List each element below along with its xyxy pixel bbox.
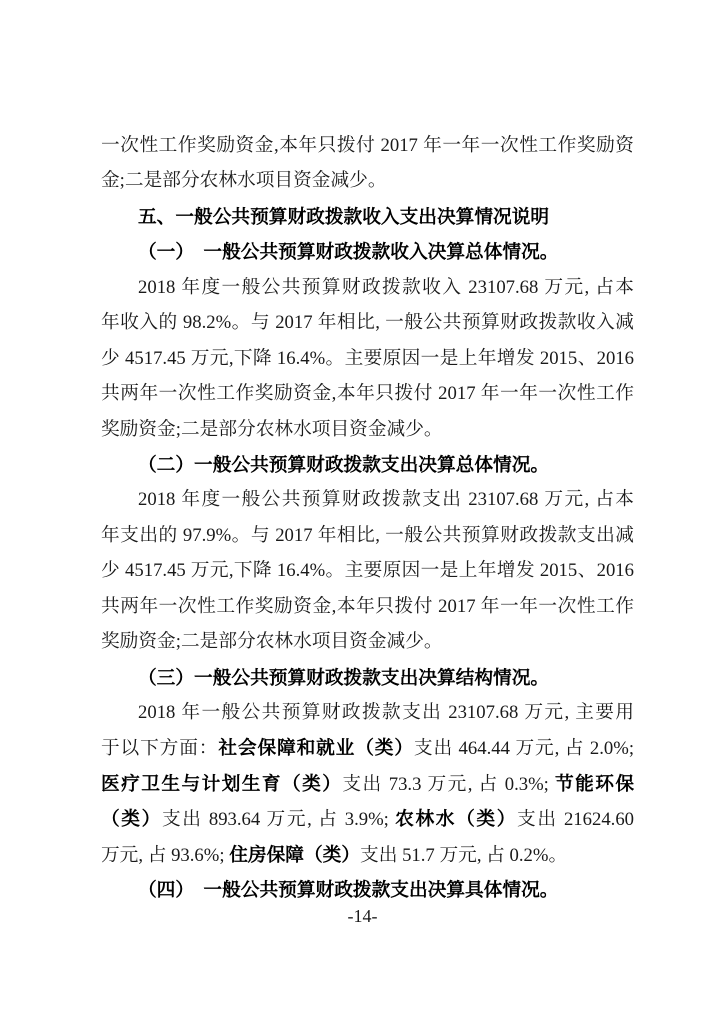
text-line	[101, 730, 634, 765]
text-segment: 万元, 占 93.6%;	[101, 844, 230, 866]
bold-text-segment: 医疗卫生与计划生育（类）	[101, 772, 343, 794]
text-segment: 支出 73.3 万元, 占 0.3%;	[342, 773, 555, 795]
text-line	[101, 766, 634, 801]
text-segment: 支出 21624.60	[517, 809, 634, 831]
text-segment: 少 4517.45 万元,下降 16.4%。主要原因一是上年增发 2015、2016	[101, 347, 634, 369]
text-line	[101, 624, 634, 659]
heading-line	[101, 660, 634, 695]
bold-text-segment: 社会保障和就业（类）	[218, 737, 414, 759]
text-segment: 支出 464.44 万元, 占 2.0%;	[413, 738, 634, 760]
heading-line	[101, 447, 634, 482]
text-line	[101, 412, 634, 447]
bold-text-segment: 节能环保	[554, 772, 634, 794]
page-number: -14-	[347, 906, 378, 926]
text-segment: 年收入的 98.2%。与 2017 年相比, 一般公共预算财政拨款收入减	[101, 312, 634, 334]
bold-text-segment: （二）一般公共预算财政拨款支出决算总体情况。	[138, 453, 550, 475]
text-line	[101, 695, 634, 730]
text-segment: 奖励资金;二是部分农林水项目资金减少。	[101, 631, 443, 653]
text-line	[101, 341, 634, 376]
text-segment: 金;二是部分农林水项目资金减少。	[101, 170, 387, 192]
text-segment: 支出 51.7 万元, 占 0.2%。	[360, 844, 568, 866]
text-segment: 奖励资金;二是部分农林水项目资金减少。	[101, 418, 443, 440]
text-segment: 一次性工作奖励资金,本年只拨付 2017 年一年一次性工作奖励资	[101, 135, 634, 156]
text-segment: 共两年一次性工作奖励资金,本年只拨付 2017 年一年一次性工作	[101, 595, 634, 617]
text-segment: 共两年一次性工作奖励资金,本年只拨付 2017 年一年一次性工作	[101, 383, 634, 405]
text-line	[101, 270, 634, 305]
text-segment: 2018 年度一般公共预算财政拨款支出 23107.68 万元, 占本	[138, 489, 634, 511]
bold-text-segment: （四） 一般公共预算财政拨款支出决算具体情况。	[138, 879, 559, 901]
text-line	[101, 376, 634, 411]
text-line	[101, 801, 634, 836]
text-line	[101, 589, 634, 624]
text-segment: 支出 893.64 万元, 占 3.9%;	[161, 809, 396, 831]
bold-text-segment: 农林水（类）	[395, 808, 518, 830]
text-segment: 2018 年度一般公共预算财政拨款收入 23107.68 万元, 占本	[138, 276, 634, 298]
document-content	[101, 128, 634, 908]
bold-text-segment: （三）一般公共预算财政拨款支出决算结构情况。	[138, 666, 550, 688]
text-segment: 年支出的 97.9%。与 2017 年相比, 一般公共预算财政拨款支出减	[101, 524, 634, 546]
text-line	[101, 553, 634, 588]
text-line	[101, 305, 634, 340]
heading-line	[101, 199, 634, 234]
text-line	[101, 128, 634, 163]
bold-text-segment: 五、一般公共预算财政拨款收入支出决算情况说明	[138, 205, 550, 227]
bold-text-segment: 住房保障（类）	[229, 843, 361, 865]
text-line	[101, 163, 634, 198]
text-line	[101, 837, 634, 872]
text-line	[101, 518, 634, 553]
bold-text-segment: （一） 一般公共预算财政拨款收入决算总体情况。	[138, 241, 559, 263]
bold-text-segment: （类）	[101, 808, 162, 830]
heading-line	[101, 872, 634, 907]
heading-line	[101, 234, 634, 269]
text-segment: 少 4517.45 万元,下降 16.4%。主要原因一是上年增发 2015、2016	[101, 560, 634, 582]
text-segment: 2018 年一般公共预算财政拨款支出 23107.68 万元, 主要用	[138, 702, 634, 723]
text-segment: 于以下方面：	[101, 738, 219, 760]
text-line	[101, 482, 634, 517]
